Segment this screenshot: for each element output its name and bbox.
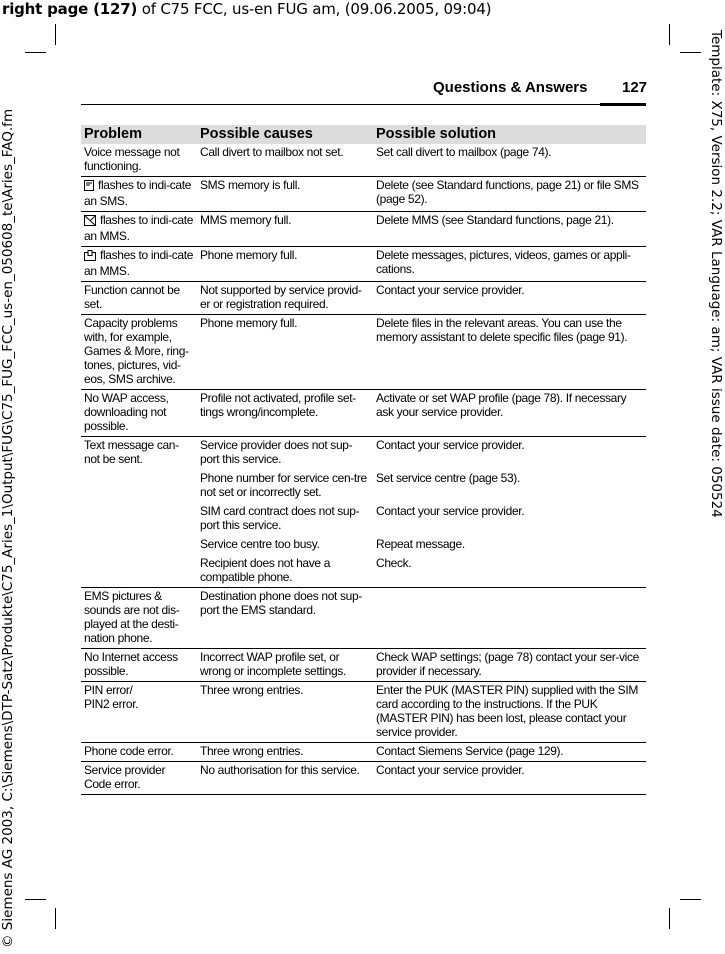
problem-cell: Voice message not functioning. (81, 144, 197, 177)
solution-cell (373, 588, 646, 649)
table-row (81, 437, 646, 471)
cause-cell: Three wrong entries. (197, 682, 373, 743)
problem-cell: No WAP access, downloading not possible. (81, 390, 197, 437)
solution-cell: Contact your service provider. (373, 762, 646, 795)
problem-cell (81, 177, 197, 212)
header-rule (81, 104, 646, 105)
crop-mark (680, 899, 701, 900)
column-header-solution: Possible solution (373, 125, 646, 144)
problem-cell: Function cannot be set. (81, 282, 197, 315)
problem-cell: Capacity problems with, for example, Games & More, ring-tones, pictures, vid-eos, SMS archive. (81, 315, 197, 390)
problem-text: flashes to indi-cate an SMS. (84, 178, 192, 208)
cause-cell: Service centre too busy. (200, 537, 320, 551)
cause-cell: Profile not activated, profile set-tings wrong/incomplete. (197, 390, 373, 437)
page-number-rule (600, 103, 646, 106)
solution-cell: Set service centre (page 53). (376, 471, 520, 485)
crop-mark (680, 52, 701, 53)
cause-cell: Incorrect WAP profile set, or wrong or incomplete settings. (197, 649, 373, 682)
solution-cell: Contact your service provider. (373, 282, 646, 315)
phone-memory-icon (84, 250, 96, 264)
template-info: Template: X75, Version 2.2; VAR Language: am; VAR issue date: 050524 (708, 30, 724, 518)
cause-cell: Not supported by service provid-er or registration required. (197, 282, 373, 315)
solution-cell: Delete messages, pictures, videos, games or appli-cations. (373, 247, 646, 282)
solution-cell: Delete (see Standard functions, page 21) or file SMS (page 52). (373, 177, 646, 212)
crop-mark (669, 908, 670, 929)
solution-cell: Activate or set WAP profile (page 78). If necessary ask your service provider. (373, 390, 646, 437)
sms-icon (84, 180, 94, 194)
cause-cell: SMS memory is full. (197, 177, 373, 212)
problem-cell: EMS pictures & sounds are not dis-played at the desti-nation phone. (81, 588, 197, 649)
print-header-page: right page (127) (2, 0, 138, 18)
problem-cell (81, 212, 197, 247)
table-row (81, 588, 646, 649)
print-header (2, 0, 491, 18)
crop-mark (55, 24, 56, 45)
table-row (81, 282, 646, 315)
crop-mark (669, 24, 670, 45)
copyright-path: © Siemens AG 2003, C:\Siemens\DTP-Satz\Produkte\C75_Aries_1\Output\FUG\C75_FUG_FCC_us-en_050608_te\Aries_FAQ.fm (0, 108, 16, 948)
table-row (81, 649, 646, 682)
page-number: 127 (622, 79, 648, 96)
solution-cell: Contact Siemens Service (page 129). (373, 743, 646, 762)
table-row (81, 503, 646, 536)
problem-cell (81, 247, 197, 282)
table-row (81, 177, 646, 212)
mms-icon (84, 215, 96, 229)
table-row (81, 247, 646, 282)
cause-cell: Phone memory full. (197, 315, 373, 390)
print-header-info: of C75 FCC, us-en FUG am, (09.06.2005, 09:04) (137, 0, 492, 18)
table-body (81, 144, 646, 795)
problem-cell: Phone code error. (81, 743, 197, 762)
solution-cell: Set call divert to mailbox (page 74). (373, 144, 646, 177)
cause-cell: Recipient does not have a compatible phone. (197, 555, 373, 588)
page-title: Questions & Answers (433, 79, 588, 96)
solution-cell: Check. (373, 555, 646, 588)
crop-mark (55, 908, 56, 929)
solution-cell: Delete files in the relevant areas. You can use the memory assistant to delete specific files (page 91). (373, 315, 646, 390)
crop-mark (25, 899, 46, 900)
cause-cell: Destination phone does not sup-port the EMS standard. (197, 588, 373, 649)
cause-cell: Phone memory full. (197, 247, 373, 282)
cause-cell: Three wrong entries. (197, 743, 373, 762)
problem-cell: PIN error/ PIN2 error. (81, 682, 197, 743)
problem-cell: No Internet access possible. (81, 649, 197, 682)
qa-table (81, 125, 646, 795)
table-row (81, 390, 646, 437)
solution-cell: Contact your service provider. (376, 438, 525, 452)
solution-cell: Delete MMS (see Standard functions, page 21). (373, 212, 646, 247)
crop-mark (25, 52, 46, 53)
solution-cell: Check WAP settings; (page 78) contact your ser-vice provider if necessary. (373, 649, 646, 682)
table-row (81, 743, 646, 762)
problem-text: flashes to indi-cate an MMS. (84, 248, 194, 278)
cause-cell: MMS memory full. (197, 212, 373, 247)
column-header-problem: Problem (81, 125, 197, 144)
cause-cell: Call divert to mailbox not set. (197, 144, 373, 177)
problem-cell (81, 536, 197, 555)
table-row (81, 144, 646, 177)
solution-cell: Enter the PUK (MASTER PIN) supplied with the SIM card according to the instructions. If the PUK (MASTER PIN) has been lost, please contact your service provider. (373, 682, 646, 743)
table-row (81, 682, 646, 743)
column-header-causes: Possible causes (197, 125, 373, 144)
table-row (81, 555, 646, 588)
problem-cell (81, 503, 197, 536)
table-row (81, 470, 646, 503)
problem-cell (81, 470, 197, 503)
problem-text: flashes to indi-cate an MMS. (84, 213, 194, 243)
problem-cell: Text message can-not be sent. (84, 438, 179, 466)
table-header-row (81, 125, 646, 144)
cause-cell: Service provider does not sup-port this service. (200, 438, 353, 466)
solution-cell: Repeat message. (376, 537, 465, 551)
table-row (81, 315, 646, 390)
cause-cell: SIM card contract does not sup-port this service. (200, 504, 360, 532)
problem-cell: Service provider Code error. (81, 762, 197, 795)
cause-cell: Phone number for service cen-tre not set or incorrectly set. (200, 471, 367, 499)
problem-cell (81, 555, 197, 588)
solution-cell: Contact your service provider. (376, 504, 525, 518)
table-row (81, 762, 646, 795)
table-row (81, 212, 646, 247)
table-row (81, 536, 646, 555)
cause-cell: No authorisation for this service. (197, 762, 373, 795)
